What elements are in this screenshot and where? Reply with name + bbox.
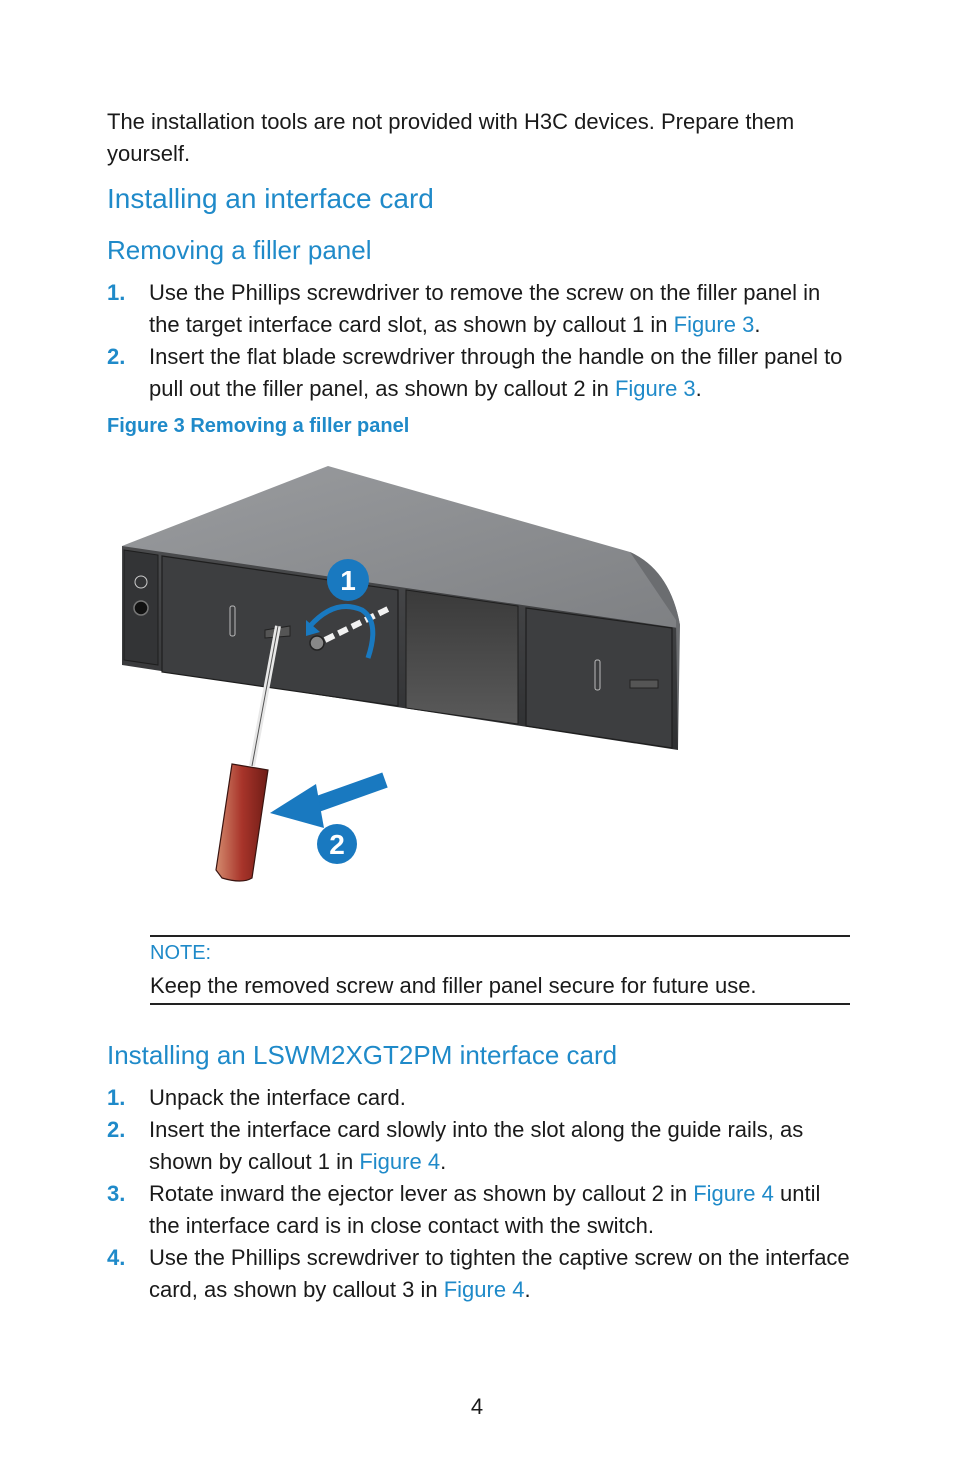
step-text: Use the Phillips screwdriver to remove the screw on the filler panel in the target interface card slot, as shown by callout 1 in <box>149 280 821 337</box>
empty-slot <box>406 590 518 724</box>
step-text-end: . <box>524 1277 531 1302</box>
step-number: 1. <box>107 1085 126 1110</box>
step-number: 3. <box>107 1181 126 1206</box>
screw-icon <box>310 636 324 650</box>
step-number: 2. <box>107 1117 126 1142</box>
filler-panel-removal-illustration <box>110 460 690 890</box>
figure-link[interactable]: Figure 3 <box>673 312 755 337</box>
step-text: Rotate inward the ejector lever as shown by callout 2 in <box>149 1181 694 1206</box>
list-item <box>107 1178 852 1242</box>
handle-tab-right <box>630 680 658 688</box>
intro-text: The installation tools are not provided with H3C devices. Prepare them yourself. <box>107 109 795 166</box>
step-number: 2. <box>107 344 126 369</box>
step-text-end: . <box>440 1149 447 1174</box>
callout-1-label: 1 <box>340 565 356 596</box>
step-text: Insert the interface card slowly into the slot along the guide rails, as shown by callout 1 in <box>149 1117 804 1174</box>
screwdriver-handle <box>216 764 268 881</box>
step-text: Insert the flat blade screwdriver through the handle on the filler panel to pull out the filler panel, as shown by callout 2 in <box>149 344 843 401</box>
subheading-installing-card <box>107 1040 617 1071</box>
installing-steps-list <box>107 1082 852 1306</box>
section-heading-installing-interface-card <box>107 183 434 215</box>
step-text-end: . <box>754 312 761 337</box>
figure-caption-text: Figure 3 Removing a filler panel <box>107 415 410 437</box>
list-item <box>107 341 852 405</box>
step-text-end: . <box>695 376 702 401</box>
page-number: 4 <box>470 1394 484 1419</box>
list-item <box>107 1082 852 1114</box>
note-label: NOTE: <box>150 942 212 964</box>
note-text: Keep the removed screw and filler panel secure for future use. <box>150 973 757 998</box>
list-item <box>107 1242 852 1306</box>
subheading-removing-filler-panel <box>107 235 371 266</box>
step-number: 1. <box>107 280 126 305</box>
step-text: Unpack the interface card. <box>149 1085 406 1110</box>
note-box <box>150 935 850 1005</box>
step-text: Use the Phillips screwdriver to tighten the captive screw on the interface card, as shown by callout 3 in <box>149 1245 850 1302</box>
filler-panel-right <box>526 608 672 748</box>
pull-arrow-icon <box>312 780 385 806</box>
figure-caption <box>107 415 409 438</box>
callout-2-label: 2 <box>329 829 345 860</box>
removing-steps-list <box>107 277 852 405</box>
port-icon <box>134 601 148 615</box>
list-item <box>107 277 852 341</box>
subheading-text: Installing an LSWM2XGT2PM interface card <box>107 1040 618 1070</box>
list-item <box>107 1114 852 1178</box>
figure-link[interactable]: Figure 4 <box>693 1181 774 1206</box>
intro-paragraph <box>107 106 852 170</box>
figure-link[interactable]: Figure 4 <box>359 1149 441 1174</box>
step-number: 4. <box>107 1245 126 1270</box>
section-heading-text: Installing an interface card <box>107 183 434 214</box>
step-text-end: until the interface card is in close contact with the switch. <box>149 1181 821 1238</box>
subheading-text: Removing a filler panel <box>107 235 372 265</box>
figure-link[interactable]: Figure 4 <box>443 1277 525 1302</box>
figure-link[interactable]: Figure 3 <box>614 376 696 401</box>
